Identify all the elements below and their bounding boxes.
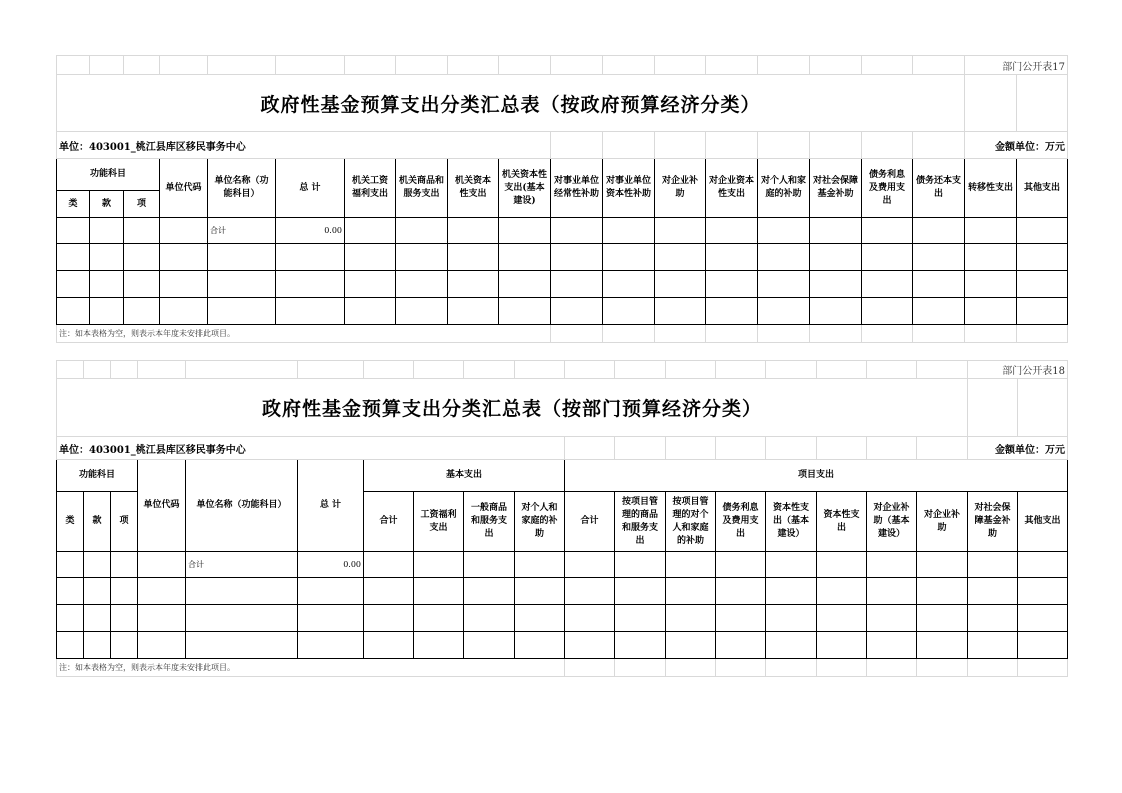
header-basic-expenditure: 基本支出 xyxy=(364,460,565,492)
header-col: 转移性支出 xyxy=(965,159,1017,218)
table-18-section xyxy=(56,360,1067,677)
unit-label: 单位：403001_桃江县库区移民事务中心 xyxy=(57,437,565,460)
header-lei: 类 xyxy=(57,492,84,552)
header-col: 对事业单位资本性补助 xyxy=(603,159,655,218)
total-row-label: 合计 xyxy=(186,552,298,578)
budget-table-18 xyxy=(56,360,1068,677)
header-unit-name: 单位名称（功能科目） xyxy=(208,159,276,218)
header-total: 总 计 xyxy=(276,159,345,218)
header-kuan: 款 xyxy=(84,492,111,552)
header-project-col: 资本性支出（基本建设） xyxy=(766,492,817,552)
table-row xyxy=(57,298,1068,325)
header-project-expenditure: 项目支出 xyxy=(565,460,1068,492)
header-col: 其他支出 xyxy=(1017,159,1068,218)
header-col: 债务还本支出 xyxy=(913,159,965,218)
header-project-col: 按项目管理的对个人和家庭的补助 xyxy=(666,492,716,552)
header-func-subject: 功能科目 xyxy=(57,460,138,492)
total-row-label: 合计 xyxy=(208,218,276,244)
header-col: 机关资本性支出(基本建设) xyxy=(499,159,551,218)
page-title: 政府性基金预算支出分类汇总表（按部门预算经济分类） xyxy=(57,379,968,437)
table-row xyxy=(57,632,1068,659)
header-xiang: 项 xyxy=(124,191,160,218)
header-basic-col: 对个人和家庭的补助 xyxy=(515,492,565,552)
budget-table-17 xyxy=(56,55,1068,343)
header-col: 机关商品和服务支出 xyxy=(396,159,448,218)
header-basic-col: 工资福利支出 xyxy=(414,492,464,552)
header-project-col: 对企业补助（基本建设） xyxy=(867,492,917,552)
page-number: 部门公开表18 xyxy=(968,361,1068,379)
page-title: 政府性基金预算支出分类汇总表（按政府预算经济分类） xyxy=(57,75,965,132)
amount-unit-label: 金额单位：万元 xyxy=(965,132,1068,159)
header-unit-code: 单位代码 xyxy=(160,159,208,218)
table-row xyxy=(57,271,1068,298)
table-17-section xyxy=(56,55,1067,343)
header-col: 对企业资本性支出 xyxy=(706,159,758,218)
table-row xyxy=(57,552,1068,578)
header-col: 债务利息及费用支出 xyxy=(862,159,913,218)
header-col: 对事业单位经常性补助 xyxy=(551,159,603,218)
header-col: 对企业补助 xyxy=(655,159,706,218)
header-project-col: 其他支出 xyxy=(1018,492,1068,552)
header-col: 机关工资福利支出 xyxy=(345,159,396,218)
header-col: 机关资本性支出 xyxy=(448,159,499,218)
header-basic-col: 合计 xyxy=(364,492,414,552)
table-note: 注：如本表格为空，则表示本年度未安排此项目。 xyxy=(57,325,551,343)
header-project-col: 按项目管理的商品和服务支出 xyxy=(615,492,666,552)
total-row-value: 0.00 xyxy=(298,552,364,578)
header-kuan: 款 xyxy=(90,191,124,218)
header-basic-col: 一般商品和服务支出 xyxy=(464,492,515,552)
header-project-col: 合计 xyxy=(565,492,615,552)
table-row xyxy=(57,578,1068,605)
header-total: 总 计 xyxy=(298,460,364,552)
table-row xyxy=(57,605,1068,632)
table-row xyxy=(57,244,1068,271)
table-row xyxy=(57,218,1068,244)
header-xiang: 项 xyxy=(111,492,138,552)
header-col: 对个人和家庭的补助 xyxy=(758,159,810,218)
header-lei: 类 xyxy=(57,191,90,218)
page-number: 部门公开表17 xyxy=(965,56,1068,75)
amount-unit-label: 金额单位：万元 xyxy=(968,437,1068,460)
table-note: 注：如本表格为空，则表示本年度未安排此项目。 xyxy=(57,659,565,677)
header-col: 对社会保障基金补助 xyxy=(810,159,862,218)
header-project-col: 对社会保障基金补助 xyxy=(968,492,1018,552)
header-unit-name: 单位名称（功能科目） xyxy=(186,460,298,552)
header-func-subject: 功能科目 xyxy=(57,159,160,191)
unit-label: 单位：403001_桃江县库区移民事务中心 xyxy=(57,132,551,159)
header-project-col: 对企业补助 xyxy=(917,492,968,552)
header-project-col: 债务利息及费用支出 xyxy=(716,492,766,552)
header-project-col: 资本性支出 xyxy=(817,492,867,552)
header-unit-code: 单位代码 xyxy=(138,460,186,552)
total-row-value: 0.00 xyxy=(276,218,345,244)
